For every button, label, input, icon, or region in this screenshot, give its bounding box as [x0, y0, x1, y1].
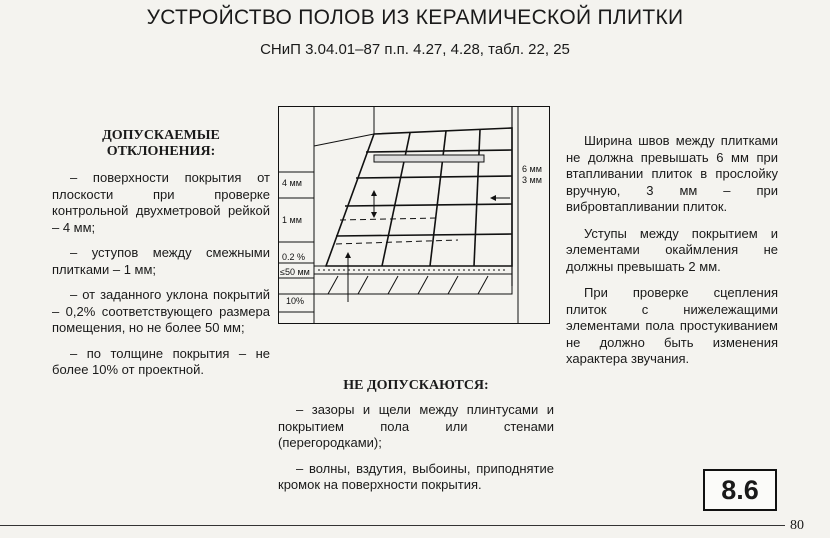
- label-0-2-percent: 0.2 %: [282, 252, 306, 262]
- label-6mm: 6 мм: [522, 164, 542, 174]
- not-allowed-section: [278, 378, 554, 503]
- requirement-item: При проверке сцепления плиток с нижележащими элементами пола простукиванием не должно быть изменения характера звучания.: [566, 285, 778, 366]
- heading-line-2: ОТКЛОНЕНИЯ:: [106, 144, 216, 159]
- allowed-deviations-section: [52, 128, 270, 388]
- allowed-deviations-heading: [52, 128, 270, 160]
- not-allowed-item: – зазоры и щели между плинтусами и покрытием пола или стенами (перегородками);: [278, 402, 554, 450]
- heading-line-1: ДОПУСКАЕМЫЕ: [102, 128, 220, 143]
- label-10-percent: 10%: [286, 296, 305, 306]
- floor-tile-diagram: [278, 106, 550, 324]
- label-50mm: ≤50 мм: [280, 267, 310, 277]
- section-number-badge: 8.6: [703, 469, 777, 511]
- deviation-item: – поверхности покрытия от плоскости при проверке контрольной двухметровой рейкой – 4 мм;: [52, 170, 270, 235]
- not-allowed-item: – волны, вздутия, выбоины, приподнятие кромок на поверхности покрытия.: [278, 460, 554, 492]
- deviation-item: – от заданного уклона покрытий – 0,2% соответствующего размера помещения, но не более 50 мм;: [52, 287, 270, 335]
- bottom-rule: [0, 525, 785, 526]
- requirement-item: Уступы между покрытием и элементами окаймления не должны превышать 2 мм.: [566, 225, 778, 274]
- page-number: 80: [790, 518, 804, 533]
- requirements-section: [566, 133, 778, 378]
- page-subtitle: СНиП 3.04.01–87 п.п. 4.27, 4.28, табл. 22, 25: [260, 41, 570, 58]
- requirement-item: Ширина швов между плитками не должна превышать 6 мм при втапливании плиток в прослойку вручную, 3 мм – при вибровтапливании плиток.: [566, 133, 778, 214]
- page-title: УСТРОЙСТВО ПОЛОВ ИЗ КЕРАМИЧЕСКОЙ ПЛИТКИ: [146, 6, 684, 29]
- deviation-item: – уступов между смежными плитками – 1 мм;: [52, 245, 270, 277]
- not-allowed-heading: НЕ ДОПУСКАЮТСЯ:: [343, 378, 489, 393]
- label-4mm: 4 мм: [282, 178, 302, 188]
- deviation-item: – по толщине покрытия – не более 10% от проектной.: [52, 345, 270, 377]
- label-1mm: 1 мм: [282, 215, 302, 225]
- label-3mm: 3 мм: [522, 175, 542, 185]
